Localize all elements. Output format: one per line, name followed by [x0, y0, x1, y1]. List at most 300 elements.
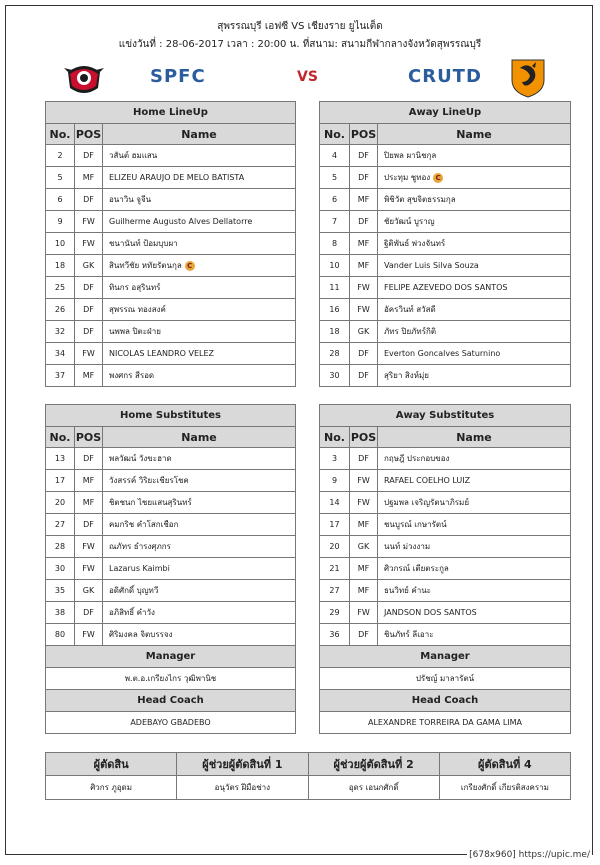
player-row	[46, 448, 296, 470]
player-name	[378, 558, 571, 580]
player-row	[46, 189, 296, 211]
player-position	[350, 365, 378, 387]
player-position	[350, 189, 378, 211]
player-name-text: Vander Luis Silva Souza	[384, 261, 479, 270]
player-number-text: 5	[57, 173, 63, 182]
player-number	[320, 255, 350, 277]
player-number-text: 30	[54, 564, 66, 573]
player-name-text: ประทุม ชูทอง	[384, 173, 431, 182]
player-position	[350, 343, 378, 365]
player-name	[103, 536, 296, 558]
player-position-text: MF	[357, 195, 370, 204]
player-number	[46, 448, 75, 470]
player-row	[46, 536, 296, 558]
player-position-text: DF	[358, 217, 369, 226]
player-name	[103, 343, 296, 365]
player-name-text: ชิตชนก ไชยแสนสุรินทร์	[109, 498, 192, 507]
player-row	[320, 211, 571, 233]
player-number	[320, 514, 350, 536]
player-row	[320, 167, 571, 189]
home-manager-name: พ.ต.อ.เกรียงไกร วุฒิพานิช	[46, 668, 296, 690]
home-club-logo-icon	[64, 58, 104, 98]
player-row	[46, 580, 296, 602]
player-name-text: ภัทร ปิยภัทร์กิติ	[384, 327, 437, 336]
player-position	[75, 602, 103, 624]
player-name	[103, 558, 296, 580]
player-row	[320, 448, 571, 470]
player-position	[350, 470, 378, 492]
player-position	[75, 492, 103, 514]
player-name-text: ฐิติพันธ์ พ่วงจันทร์	[384, 239, 446, 248]
col-pos-header: POS	[350, 427, 378, 448]
player-number	[320, 448, 350, 470]
player-name-text: ศิวกรณ์ เตียตระกูล	[384, 564, 449, 573]
player-number-text: 17	[54, 476, 66, 485]
player-row	[320, 602, 571, 624]
player-number-text: 7	[331, 217, 338, 226]
player-position	[350, 448, 378, 470]
player-position	[350, 255, 378, 277]
player-position-text: GK	[82, 261, 95, 270]
player-name	[103, 321, 296, 343]
player-number	[46, 470, 75, 492]
player-name-text: ทินกร อสุรินทร์	[109, 283, 161, 292]
player-name	[103, 580, 296, 602]
player-name-text: อนาวิน จูจีน	[109, 195, 152, 204]
player-number-text: 13	[54, 454, 66, 463]
captain-badge-icon: C	[433, 173, 443, 183]
player-position	[350, 299, 378, 321]
player-number-text: 28	[54, 542, 66, 551]
player-position	[75, 277, 103, 299]
player-number-text: 32	[54, 327, 66, 336]
player-name	[378, 514, 571, 536]
player-name-text: นพพล ปิตะฝ่าย	[109, 327, 161, 336]
match-info: แข่งวันที่ : 28-06-2017 เวลา : 20:00 น. ที่สนาม: สนามกีฬากลางจังหวัดสุพรรณบุรี	[118, 39, 482, 50]
player-number	[46, 299, 75, 321]
referee-name: ศิวกร ภูอุดม	[46, 776, 177, 800]
assistant-2-name: อุดร เอนกศักดิ์	[308, 776, 439, 800]
player-number	[320, 145, 350, 167]
player-row	[320, 343, 571, 365]
player-position-text: DF	[83, 151, 94, 160]
player-row	[46, 470, 296, 492]
home-coach-label: Head Coach	[46, 690, 296, 712]
player-position	[350, 580, 378, 602]
player-position-text: FW	[357, 283, 370, 292]
officials-table	[45, 752, 571, 800]
player-name-text: สุพรรณ ทองสงค์	[109, 305, 166, 314]
player-name	[378, 580, 571, 602]
player-name-text: วังสรรค์ วิริยะเชียรโชค	[109, 476, 189, 485]
col-name-header: Name	[103, 124, 296, 145]
player-number-text: 6	[57, 195, 63, 204]
player-number	[320, 343, 350, 365]
player-name	[103, 233, 296, 255]
player-position-text: GK	[357, 327, 370, 336]
player-name	[103, 624, 296, 646]
player-position-text: DF	[358, 454, 369, 463]
player-position-text: DF	[83, 608, 94, 617]
player-position-text: FW	[357, 608, 370, 617]
player-name-text: ปฐมพล เจริญรัตนาภิรมย์	[384, 498, 470, 507]
col-pos-header: POS	[75, 124, 103, 145]
away-manager-name: ปรัชญ์ มาลารัตน์	[320, 668, 571, 690]
player-position-text: FW	[357, 305, 370, 314]
player-row	[46, 602, 296, 624]
player-row	[320, 365, 571, 387]
fourth-official-label: ผู้ตัดสินที่ 4	[439, 753, 570, 776]
player-position-text: DF	[358, 630, 369, 639]
player-number	[46, 365, 75, 387]
player-position	[75, 211, 103, 233]
player-name-text: Lazarus Kaimbi	[109, 564, 170, 573]
player-number	[320, 277, 350, 299]
player-position	[75, 624, 103, 646]
player-name	[378, 211, 571, 233]
player-number	[46, 558, 75, 580]
home-subs-title: Home Substitutes	[46, 405, 296, 427]
player-number	[46, 255, 75, 277]
player-name-text: พิชิวัต สุขจิตธรรมกุล	[384, 195, 456, 204]
player-name	[378, 624, 571, 646]
player-position-text: FW	[82, 542, 95, 551]
player-position	[350, 558, 378, 580]
player-name	[103, 189, 296, 211]
player-row	[320, 624, 571, 646]
player-name	[103, 145, 296, 167]
image-footer: [678x960] https://upic.me/	[469, 850, 590, 860]
player-name	[103, 299, 296, 321]
player-number-text: 30	[329, 371, 340, 380]
player-row	[46, 167, 296, 189]
versus-label: VS	[297, 69, 318, 85]
player-number	[46, 321, 75, 343]
player-number-text: 14	[329, 498, 340, 507]
player-name	[103, 277, 296, 299]
player-position-text: FW	[357, 498, 370, 507]
player-number-text: 6	[331, 195, 338, 204]
player-number-text: 2	[57, 151, 63, 160]
player-number-text: 18	[54, 261, 66, 270]
player-position-text: DF	[83, 283, 94, 292]
player-position	[350, 514, 378, 536]
player-position	[75, 470, 103, 492]
player-number-text: 16	[329, 305, 340, 314]
player-position-text: MF	[82, 476, 95, 485]
player-position-text: MF	[357, 261, 370, 270]
player-number	[320, 189, 350, 211]
away-team-name: CRUTD	[408, 66, 482, 87]
player-row	[320, 233, 571, 255]
player-number-text: 18	[329, 327, 340, 336]
player-position	[350, 233, 378, 255]
player-position-text: MF	[82, 498, 95, 507]
player-name	[378, 492, 571, 514]
player-row	[46, 343, 296, 365]
player-number	[46, 277, 75, 299]
player-number-text: 20	[54, 498, 66, 507]
home-manager-label: Manager	[46, 646, 296, 668]
player-position-text: DF	[358, 371, 369, 380]
home-lineup-title: Home LineUp	[46, 102, 296, 124]
player-row	[320, 255, 571, 277]
col-no-header: No.	[320, 124, 350, 145]
player-number	[320, 299, 350, 321]
player-position-text: FW	[82, 239, 95, 248]
player-name-text: วสันต์ ฮมแสน	[109, 151, 158, 160]
player-name	[103, 470, 296, 492]
player-position-text: MF	[357, 239, 370, 248]
player-row	[46, 277, 296, 299]
player-number	[320, 580, 350, 602]
player-position-text: GK	[357, 542, 370, 551]
player-row	[320, 299, 571, 321]
player-name	[378, 321, 571, 343]
player-position-text: FW	[82, 564, 95, 573]
player-number-text: 10	[329, 261, 340, 270]
player-position-text: MF	[357, 586, 370, 595]
player-row	[46, 624, 296, 646]
player-row	[320, 145, 571, 167]
player-number-text: 3	[331, 454, 338, 463]
player-name	[103, 365, 296, 387]
player-number-text: 26	[54, 305, 66, 314]
player-position	[350, 211, 378, 233]
player-number-text: 4	[331, 151, 338, 160]
player-name-text: JANDSON DOS SANTOS	[384, 608, 477, 617]
player-position	[75, 233, 103, 255]
player-number	[320, 211, 350, 233]
player-name-text: ณภัทร ธำรงศุภกร	[109, 542, 171, 551]
player-name-text: FELIPE AZEVEDO DOS SANTOS	[384, 283, 508, 292]
player-row	[46, 514, 296, 536]
home-coach-name: ADEBAYO GBADEBO	[46, 712, 296, 734]
player-position	[75, 448, 103, 470]
player-name-text: อัครวินท์ สวัสดี	[384, 305, 436, 314]
away-lineup-table	[319, 101, 571, 387]
away-subs-table	[319, 404, 571, 734]
away-lineup-title: Away LineUp	[320, 102, 571, 124]
col-name-header: Name	[103, 427, 296, 448]
player-row	[46, 492, 296, 514]
player-position	[75, 145, 103, 167]
player-number	[320, 365, 350, 387]
referee-label: ผู้ตัดสิน	[46, 753, 177, 776]
player-position	[75, 189, 103, 211]
player-position	[75, 299, 103, 321]
player-number-text: 9	[57, 217, 63, 226]
player-name	[378, 145, 571, 167]
col-no-header: No.	[46, 427, 75, 448]
player-number	[46, 624, 75, 646]
player-name-text: กฤษฎี ประกอบของ	[384, 454, 450, 463]
player-name	[378, 470, 571, 492]
player-name	[103, 167, 296, 189]
player-number	[320, 536, 350, 558]
player-name	[378, 167, 571, 189]
player-name-text: สุริยา สิงห์มุ่ย	[384, 371, 429, 380]
player-row	[320, 514, 571, 536]
player-number	[46, 167, 75, 189]
match-title: สุพรรณบุรี เอฟซี VS เชียงราย ยูไนเต็ด	[217, 21, 383, 32]
player-position-text: MF	[82, 371, 95, 380]
player-position-text: DF	[358, 349, 369, 358]
away-subs-title: Away Substitutes	[320, 405, 571, 427]
player-name	[103, 211, 296, 233]
player-number-text: 34	[54, 349, 66, 358]
player-number	[320, 233, 350, 255]
player-number	[320, 321, 350, 343]
captain-badge-icon: C	[185, 261, 195, 271]
player-number	[320, 602, 350, 624]
player-name-text: นนท์ ม่วงงาม	[384, 542, 431, 551]
player-number-text: 8	[331, 239, 338, 248]
player-name-text: ชนบูรณ์ เกษารัตน์	[384, 520, 447, 529]
player-position	[350, 492, 378, 514]
player-name-text: อภิสิทธิ์ คำวัง	[109, 608, 155, 617]
player-row	[320, 492, 571, 514]
player-name-text: Guilherme Augusto Alves Dellatorre	[109, 217, 253, 226]
player-name	[378, 536, 571, 558]
player-number-text: 35	[54, 586, 66, 595]
player-name-text: ชัยวัฒน์ บูราญ	[384, 217, 435, 226]
player-position	[75, 558, 103, 580]
player-name	[103, 448, 296, 470]
player-row	[46, 321, 296, 343]
player-row	[46, 255, 296, 277]
assistant-1-label: ผู้ช่วยผู้ตัดสินที่ 1	[177, 753, 308, 776]
player-position	[350, 536, 378, 558]
player-name-text: ชนานันท์ ป้อมบุบผา	[109, 239, 178, 248]
player-name-text: สินทวีชัย หทัยรัตนกุล	[109, 261, 182, 270]
player-number-text: 10	[54, 239, 66, 248]
player-number-text: 29	[329, 608, 340, 617]
player-row	[46, 299, 296, 321]
player-row	[320, 558, 571, 580]
player-name-text: Everton Goncalves Saturnino	[384, 349, 501, 358]
player-number-text: 21	[329, 564, 340, 573]
player-position	[350, 277, 378, 299]
player-position-text: FW	[82, 349, 95, 358]
player-row	[320, 580, 571, 602]
player-number-text: 27	[329, 586, 340, 595]
player-number	[320, 167, 350, 189]
player-position	[75, 343, 103, 365]
player-number-text: 25	[54, 283, 66, 292]
player-name-text: พลวัฒน์ วังขะฮาด	[109, 454, 172, 463]
assistant-1-name: อนุวัตร ฝีมือช่าง	[177, 776, 308, 800]
player-position	[350, 624, 378, 646]
player-row	[46, 558, 296, 580]
player-number	[46, 145, 75, 167]
col-name-header: Name	[378, 124, 571, 145]
player-number-text: 28	[329, 349, 340, 358]
player-position	[75, 514, 103, 536]
player-position-text: DF	[83, 454, 94, 463]
player-name	[103, 255, 296, 277]
player-row	[320, 189, 571, 211]
player-position-text: DF	[83, 195, 94, 204]
player-position-text: DF	[358, 151, 369, 160]
player-name-text: ELIZEU ARAUJO DE MELO BATISTA	[109, 173, 245, 182]
player-number	[46, 233, 75, 255]
home-lineup-table	[45, 101, 296, 387]
player-name-text: อดิศักดิ์ บุญทวี	[109, 586, 159, 595]
col-no-header: No.	[320, 427, 350, 448]
player-number	[320, 492, 350, 514]
player-position-text: MF	[357, 564, 370, 573]
player-position	[350, 145, 378, 167]
player-row	[320, 470, 571, 492]
player-name	[378, 299, 571, 321]
player-name-text: พงศกร สีรอด	[109, 371, 155, 380]
player-name-text: ชินภัทร์ ลีเอาะ	[384, 630, 434, 639]
player-number-text: 27	[54, 520, 66, 529]
player-number	[46, 189, 75, 211]
player-name	[378, 277, 571, 299]
col-pos-header: POS	[75, 427, 103, 448]
player-position-text: DF	[83, 305, 94, 314]
player-position	[75, 365, 103, 387]
player-number	[320, 624, 350, 646]
col-pos-header: POS	[350, 124, 378, 145]
player-position-text: MF	[82, 173, 95, 182]
player-position	[350, 602, 378, 624]
player-position	[75, 255, 103, 277]
player-row	[320, 277, 571, 299]
player-name	[378, 233, 571, 255]
player-number	[46, 536, 75, 558]
player-name	[378, 343, 571, 365]
player-name-text: ธนวิทย์ คำนะ	[384, 586, 431, 595]
player-number-text: 9	[331, 476, 338, 485]
player-position	[75, 321, 103, 343]
player-number	[46, 211, 75, 233]
player-position-text: GK	[82, 586, 95, 595]
player-number	[320, 470, 350, 492]
player-number-text: 5	[331, 173, 338, 182]
player-name	[378, 255, 571, 277]
player-number	[46, 602, 75, 624]
player-name-text: NICOLAS LEANDRO VELEZ	[109, 349, 215, 358]
player-position	[75, 167, 103, 189]
player-position-text: DF	[83, 327, 94, 336]
assistant-2-label: ผู้ช่วยผู้ตัดสินที่ 2	[308, 753, 439, 776]
player-name	[103, 514, 296, 536]
player-number-text: 20	[329, 542, 340, 551]
player-name	[378, 448, 571, 470]
player-name-text: ปิยพล ผานิชกุล	[384, 151, 437, 160]
player-name-text: ศิริมงคล จิตบรรจง	[109, 630, 173, 639]
player-number-text: 80	[54, 630, 66, 639]
player-name-text: RAFAEL COELHO LUIZ	[384, 476, 471, 485]
player-number	[46, 580, 75, 602]
player-position	[350, 321, 378, 343]
away-manager-label: Manager	[320, 646, 571, 668]
col-name-header: Name	[378, 427, 571, 448]
player-position	[350, 167, 378, 189]
player-name	[378, 602, 571, 624]
player-row	[46, 211, 296, 233]
player-position	[75, 536, 103, 558]
player-name-text: คมกริช คำโสกเชือก	[109, 520, 179, 529]
player-name	[103, 492, 296, 514]
player-number-text: 38	[54, 608, 66, 617]
player-number-text: 17	[329, 520, 340, 529]
player-row	[46, 365, 296, 387]
player-position-text: FW	[357, 476, 370, 485]
